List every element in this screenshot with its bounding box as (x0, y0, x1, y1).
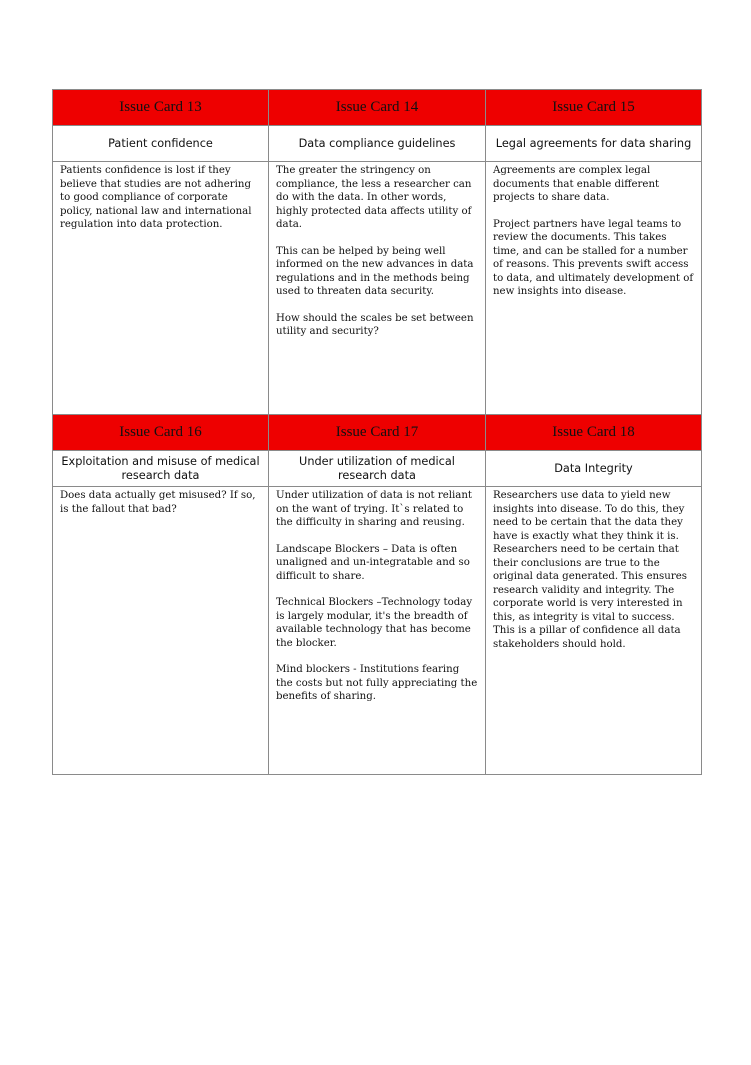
card-paragraph: How should the scales be set between utility and security? (276, 312, 474, 337)
card-paragraph: Does data actually get misused? If so, is the fallout that bad? (60, 490, 256, 515)
card-header: Issue Card 13 (53, 90, 269, 126)
card-title-row (53, 126, 702, 162)
card-paragraph: Researchers use data to yield new insights into disease. To do this, they need to be certain that the data they have is exactly what they think it is. Researchers need to be certain that their conclusions are true to the original data generated. This ensures research validity and integrity. The corporate world is very interested in this, as integrity is vital to success. This is a pillar of confidence all data stakeholders should hold. (493, 490, 687, 650)
card-title-row (53, 451, 702, 487)
card-body-row (53, 162, 702, 415)
card-title: Data compliance guidelines (269, 126, 486, 162)
card-body (486, 162, 702, 415)
card-body (486, 487, 702, 775)
card-paragraph: Mind blockers - Institutions fearing the costs but not fully appreciating the benefits of sharing. (276, 664, 478, 702)
card-header: Issue Card 15 (486, 90, 702, 126)
card-body (53, 487, 269, 775)
card-title: Exploitation and misuse of medical research data (53, 451, 269, 487)
card-body (269, 487, 486, 775)
card-body (269, 162, 486, 415)
card-header: Issue Card 18 (486, 415, 702, 451)
card-header-row (53, 415, 702, 451)
card-title: Under utilization of medical research data (269, 451, 486, 487)
issue-cards-table (52, 89, 702, 775)
card-header: Issue Card 17 (269, 415, 486, 451)
card-paragraph: Technical Blockers –Technology today is largely modular, it's the breadth of available technology that has become the blocker. (276, 597, 473, 649)
card-header: Issue Card 16 (53, 415, 269, 451)
card-body-row (53, 487, 702, 775)
card-title: Patient confidence (53, 126, 269, 162)
card-paragraph: The greater the stringency on compliance, the less a researcher can do with the data. In other words, highly protected data affects utility of data. (276, 165, 472, 230)
card-body (53, 162, 269, 415)
card-paragraph: Agreements are complex legal documents that enable different projects to share data. (493, 165, 660, 203)
card-header-row (53, 90, 702, 126)
card-paragraph: Project partners have legal teams to review the documents. This takes time, and can be stalled for a number of reasons. This prevents swift access to data, and ultimately development of new insights into disease. (493, 218, 694, 297)
card-header: Issue Card 14 (269, 90, 486, 126)
card-paragraph: Patients confidence is lost if they believe that studies are not adhering to good compliance of corporate policy, national law and international regulation into data protection. (60, 165, 252, 230)
card-title: Legal agreements for data sharing (486, 126, 702, 162)
card-paragraph: This can be helped by being well informed on the new advances in data regulations and in the methods being used to threaten data security. (276, 245, 474, 297)
card-paragraph: Under utilization of data is not reliant on the want of trying. It`s related to the difficulty in sharing and reusing. (276, 490, 472, 528)
card-title: Data Integrity (486, 451, 702, 487)
card-paragraph: Landscape Blockers – Data is often unaligned and un-integratable and so difficult to share. (276, 543, 470, 582)
